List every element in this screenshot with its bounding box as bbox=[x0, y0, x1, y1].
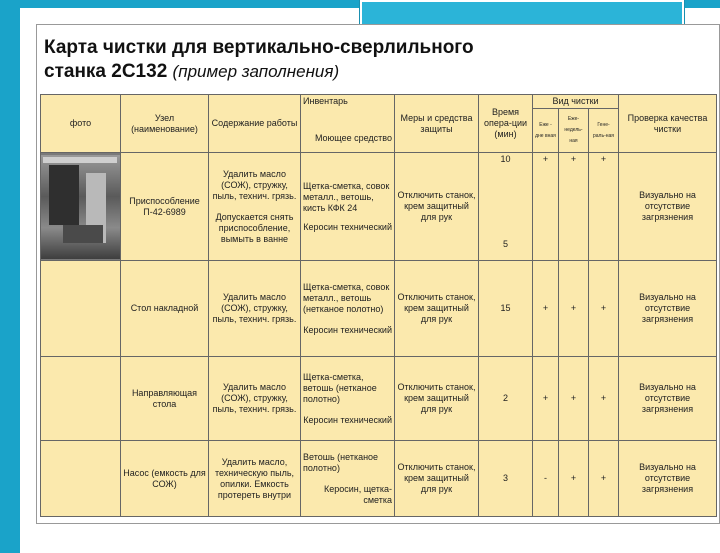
photo-cell bbox=[41, 153, 121, 261]
content-cell bbox=[209, 153, 301, 261]
header-inventory-cell bbox=[301, 95, 395, 153]
time-cell bbox=[479, 153, 533, 261]
detergent-text: Керосин технический bbox=[303, 324, 392, 335]
photo-cell-empty bbox=[41, 441, 121, 517]
daily-mark: + bbox=[533, 261, 559, 357]
general-mark: + bbox=[589, 153, 619, 261]
daily-mark: + bbox=[533, 153, 559, 261]
inventory-text: Щетка-сметка, ветошь (нетканое полотно) bbox=[303, 371, 377, 404]
title-line-2 bbox=[44, 60, 664, 84]
header-node: Узел (наименование) bbox=[121, 95, 209, 153]
check-cell: Визуально на отсутствие загрязнения bbox=[619, 153, 717, 261]
time-cell: 15 bbox=[479, 261, 533, 357]
check-cell: Визуально на отсутствие загрязнения bbox=[619, 261, 717, 357]
inventory-text: Щетка-сметка, совок металл., ветошь, кисть КФК 24 bbox=[303, 180, 390, 213]
header-check: Проверка качества чистки bbox=[619, 95, 717, 153]
time-value-b: 5 bbox=[502, 239, 508, 249]
time-cell: 2 bbox=[479, 357, 533, 441]
content-text-b: Допускается снять приспособление, вымыть в ванне bbox=[215, 211, 294, 244]
table-row bbox=[41, 357, 717, 441]
time-cell: 3 bbox=[479, 441, 533, 517]
general-mark: + bbox=[589, 441, 619, 517]
protection-cell: Отключить станок, крем защитный для рук bbox=[395, 153, 479, 261]
daily-mark: - bbox=[533, 441, 559, 517]
header-inventory: Инвентарь bbox=[303, 96, 348, 106]
header-content: Содержание работы bbox=[209, 95, 301, 153]
daily-mark: + bbox=[533, 357, 559, 441]
protection-cell: Отключить станок, крем защитный для рук bbox=[395, 441, 479, 517]
content-cell: Удалить масло (СОЖ), стружку, пыль, технич. грязь. bbox=[209, 261, 301, 357]
content-cell: Удалить масло (СОЖ), стружку, пыль, технич. грязь. bbox=[209, 357, 301, 441]
protection-cell: Отключить станок, крем защитный для рук bbox=[395, 357, 479, 441]
title-subtitle: (пример заполнения) bbox=[172, 62, 340, 81]
content-cell: Удалить масло, техническую пыль, опилки. Емкость протереть внутри bbox=[209, 441, 301, 517]
header-clean-type: Вид чистки bbox=[533, 95, 619, 109]
photo-cell-empty bbox=[41, 357, 121, 441]
table-row bbox=[41, 261, 717, 357]
header-photo: фото bbox=[41, 95, 121, 153]
detergent-text: Керосин, щетка-сметка bbox=[323, 483, 392, 505]
header-general: Гене-раль-ная bbox=[589, 109, 619, 153]
header-daily: Еже - дне вная bbox=[533, 109, 559, 153]
header-protection: Меры и средства защиты bbox=[395, 95, 479, 153]
header-time: Время опера-ции (мин) bbox=[479, 95, 533, 153]
weekly-mark: + bbox=[559, 357, 589, 441]
inventory-text: Щетка-сметка, совок металл., ветошь (нетканое полотно) bbox=[303, 281, 390, 314]
inventory-cell bbox=[301, 261, 395, 357]
decorative-left-strip bbox=[0, 0, 20, 553]
table-row bbox=[41, 441, 717, 517]
general-mark: + bbox=[589, 357, 619, 441]
slide-title bbox=[44, 36, 664, 84]
weekly-mark: + bbox=[559, 153, 589, 261]
header-detergent: Моющее средство bbox=[314, 133, 392, 143]
node-cell: Стол накладной bbox=[121, 261, 209, 357]
title-line-1: Карта чистки для вертикально-сверлильного bbox=[44, 37, 474, 58]
inventory-cell bbox=[301, 153, 395, 261]
machine-photo bbox=[41, 155, 120, 259]
node-cell: Приспособление П-42-6989 bbox=[121, 153, 209, 261]
node-cell: Направляющая стола bbox=[121, 357, 209, 441]
weekly-mark: + bbox=[559, 261, 589, 357]
cleaning-card-table bbox=[40, 94, 717, 517]
detergent-text: Керосин технический bbox=[303, 414, 392, 425]
photo-cell-empty bbox=[41, 261, 121, 357]
check-cell: Визуально на отсутствие загрязнения bbox=[619, 441, 717, 517]
check-cell: Визуально на отсутствие загрязнения bbox=[619, 357, 717, 441]
content-text-a: Удалить масло (СОЖ), стружку, пыль, технич. грязь. bbox=[212, 168, 297, 201]
protection-cell: Отключить станок, крем защитный для рук bbox=[395, 261, 479, 357]
general-mark: + bbox=[589, 261, 619, 357]
time-value-a: 10 bbox=[500, 154, 511, 164]
detergent-text: Керосин технический bbox=[303, 221, 392, 232]
weekly-mark: + bbox=[559, 441, 589, 517]
node-cell: Насос (емкость для СОЖ) bbox=[121, 441, 209, 517]
inventory-cell bbox=[301, 441, 395, 517]
title-machine: станка 2С132 bbox=[44, 61, 168, 82]
inventory-text: Ветошь (нетканое полотно) bbox=[303, 451, 379, 473]
table-row bbox=[41, 153, 717, 261]
header-weekly: Еже-недель-ная bbox=[559, 109, 589, 153]
inventory-cell bbox=[301, 357, 395, 441]
